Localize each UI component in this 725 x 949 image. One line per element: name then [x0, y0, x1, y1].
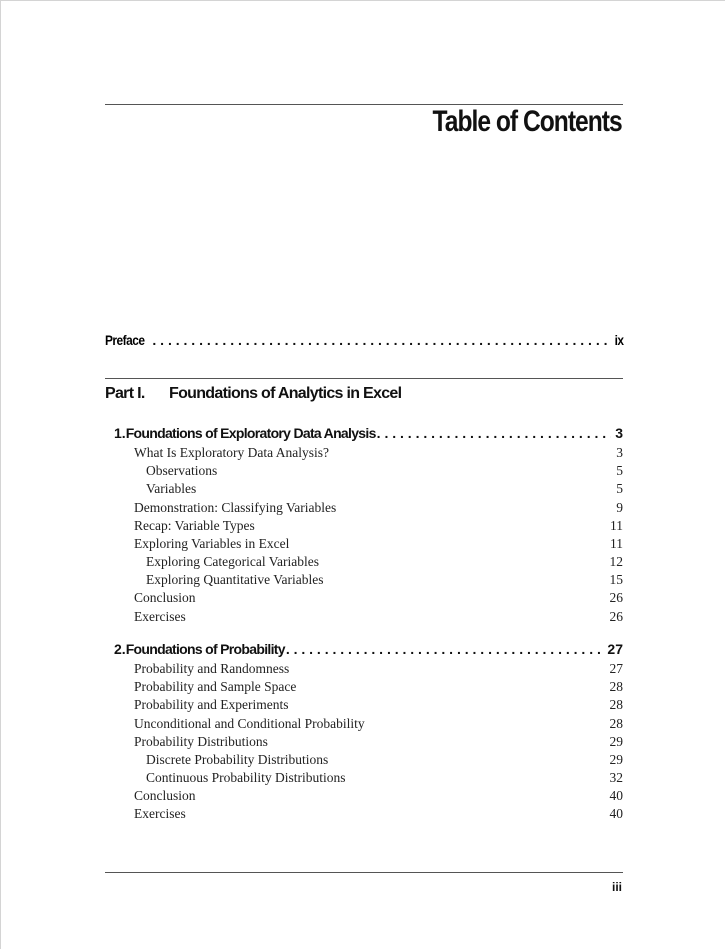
- entry-page: 15: [609, 572, 623, 588]
- toc-chapter[interactable]: [114, 641, 623, 657]
- page-number: iii: [611, 880, 622, 894]
- toc-subsection[interactable]: [146, 554, 623, 570]
- entry-page: 5: [616, 481, 623, 497]
- page-title: Table of Contents: [432, 105, 622, 138]
- preface-page: ix: [614, 332, 623, 348]
- entry-page: 3: [616, 445, 623, 461]
- dot-leader: [377, 425, 612, 441]
- part-title: Foundations of Analytics in Excel: [169, 385, 402, 402]
- chapter-page: 27: [607, 641, 623, 657]
- toc-subsection[interactable]: [146, 770, 623, 786]
- entry-label: Discrete Probability Distributions: [146, 751, 329, 767]
- entry-label: What Is Exploratory Data Analysis?: [134, 445, 329, 461]
- toc-section[interactable]: [134, 697, 623, 713]
- toc-preface[interactable]: [105, 332, 623, 348]
- chapter-title: Foundations of Exploratory Data Analysis: [125, 425, 376, 441]
- entry-page: 26: [609, 590, 623, 606]
- entry-label: Observations: [146, 463, 218, 479]
- toc-section[interactable]: [134, 590, 623, 606]
- entry-page: 11: [610, 535, 623, 551]
- toc-section[interactable]: [134, 734, 623, 750]
- entry-label: Exercises: [134, 806, 186, 822]
- preface-label: Preface: [105, 332, 145, 348]
- dot-leader: [152, 332, 608, 348]
- part-label: Part I.: [105, 385, 145, 402]
- entry-page: 40: [609, 788, 623, 804]
- entry-page: 9: [616, 499, 623, 515]
- entry-label: Continuous Probability Distributions: [146, 770, 346, 786]
- part-rule: [105, 378, 623, 379]
- entry-label: Probability and Randomness: [134, 661, 290, 677]
- entry-page: 28: [609, 679, 623, 695]
- entry-label: Unconditional and Conditional Probability: [134, 715, 365, 731]
- toc-section[interactable]: [134, 500, 623, 516]
- chapter-number: 2.: [114, 641, 126, 657]
- entry-page: 12: [609, 554, 623, 570]
- toc-subsection[interactable]: [146, 572, 623, 588]
- toc-section[interactable]: [134, 661, 623, 677]
- entry-page: 27: [609, 661, 623, 677]
- entry-page: 28: [609, 715, 623, 731]
- toc-section[interactable]: [134, 536, 623, 552]
- toc-section[interactable]: [134, 518, 623, 534]
- entry-label: Exploring Variables in Excel: [134, 535, 290, 551]
- entry-page: 28: [609, 697, 623, 713]
- toc-subsection[interactable]: [146, 752, 623, 768]
- entry-page: 26: [609, 608, 623, 624]
- toc-section[interactable]: [134, 445, 623, 461]
- chapter-title: Foundations of Probability: [125, 641, 285, 657]
- entry-label: Exploring Categorical Variables: [146, 554, 319, 570]
- entry-page: 40: [609, 806, 623, 822]
- entry-label: Conclusion: [134, 788, 196, 804]
- toc-section[interactable]: [134, 788, 623, 804]
- entry-label: Probability and Sample Space: [134, 679, 297, 695]
- entry-label: Probability and Experiments: [134, 697, 289, 713]
- entry-label: Recap: Variable Types: [134, 517, 255, 533]
- toc-section[interactable]: [134, 609, 623, 625]
- toc-section[interactable]: [134, 806, 623, 822]
- toc-subsection[interactable]: [146, 481, 623, 497]
- bottom-rule: [105, 872, 623, 873]
- entry-label: Exploring Quantitative Variables: [146, 572, 324, 588]
- entry-label: Exercises: [134, 608, 186, 624]
- entry-label: Demonstration: Classifying Variables: [134, 499, 337, 515]
- toc-section[interactable]: [134, 679, 623, 695]
- toc-chapter[interactable]: [114, 425, 623, 441]
- entry-label: Variables: [146, 481, 197, 497]
- entry-page: 29: [609, 733, 623, 749]
- entry-label: Probability Distributions: [134, 733, 268, 749]
- chapter-page: 3: [615, 425, 623, 441]
- entry-page: 11: [610, 517, 623, 533]
- entry-label: Conclusion: [134, 590, 196, 606]
- entry-page: 29: [609, 751, 623, 767]
- entry-page: 32: [609, 770, 623, 786]
- toc-section[interactable]: [134, 716, 623, 732]
- part-heading: [105, 385, 401, 403]
- dot-leader: [286, 641, 604, 657]
- chapter-number: 1.: [114, 425, 126, 441]
- entry-page: 5: [616, 463, 623, 479]
- toc-subsection[interactable]: [146, 463, 623, 479]
